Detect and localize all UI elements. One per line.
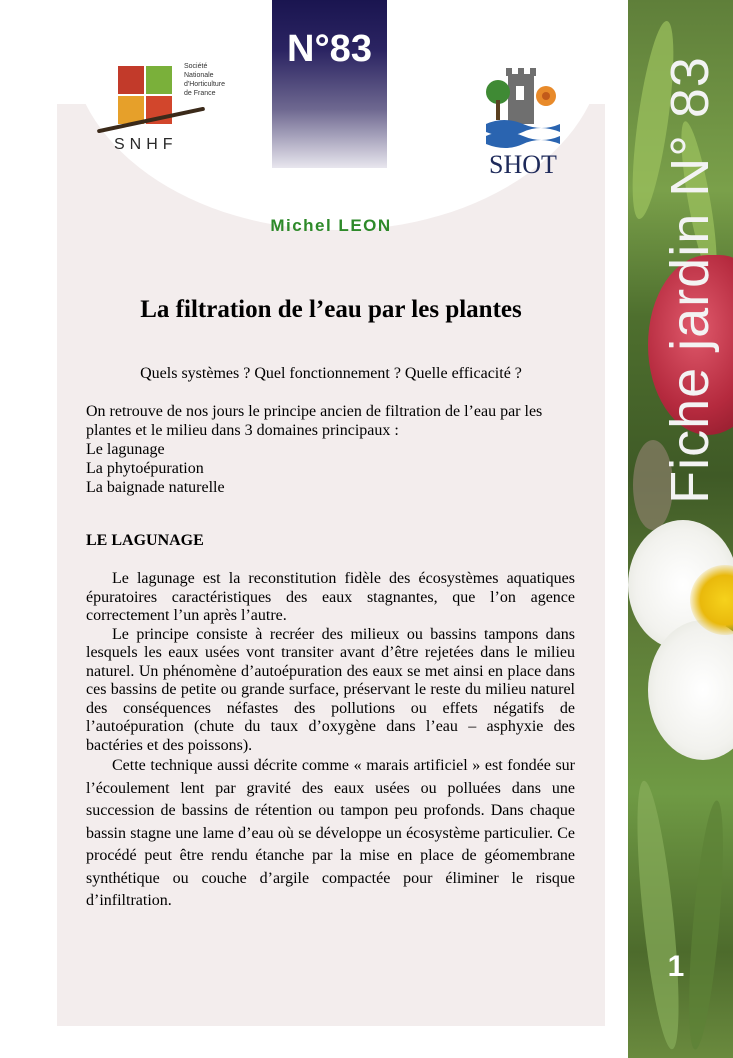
section-heading: LE LAGUNAGE xyxy=(86,532,204,549)
body-paragraph: Le lagunage est la reconstitution fidèle des écosystèmes aquatiques épuratoires caractéristiques des eaux stagnantes, que l’on agence correctement l’un après l’autre. xyxy=(86,570,575,624)
shot-acronym: SHOT xyxy=(489,150,557,179)
domain-item: Le lagunage xyxy=(86,441,165,458)
issue-number: N°83 xyxy=(287,28,372,70)
snhf-name-line: de France xyxy=(184,90,216,97)
page-number: 1 xyxy=(667,950,685,983)
snhf-logo xyxy=(90,58,250,163)
body-paragraph: Cette technique aussi décrite comme « marais artificiel » est fondée sur l’écoulement lent par gravité des eaux usées ou polluées dans une succession de bassins de rétention ou tampon peu profonds. Dans chaque bassin stagne une lame d’eau où se développe un écosystème particulier. Ce procédé peut être rendu étanche par la mise en place de géomembrane synthétique ou couche d’argile compactée pour éliminer le risque d’infiltration. xyxy=(86,757,575,909)
section-body xyxy=(86,570,575,913)
intro-block xyxy=(86,402,586,497)
domain-item: La baignade naturelle xyxy=(86,479,225,496)
shot-tower-icon xyxy=(480,62,566,152)
domain-item: La phytoépuration xyxy=(86,460,204,477)
snhf-name-line: Société xyxy=(184,63,208,70)
snhf-name-line: d'Horticulture xyxy=(184,81,226,88)
body-paragraph: Le principe consiste à recréer des milieux ou bassins tampons dans lesquels les eaux usées vont transiter avant d’être rejetées dans le milieu naturel. Un phénomène d’autoépuration des eaux se met ainsi en place dans ces bassins de petite ou grande surface, préservant le reste du milieu naturel des conséquences néfastes des pollutions ou effets négatifs de l’autoépuration (chute du taux d’oxygène dans l’eau – asphyxie des bactéries et des poissons). xyxy=(86,625,575,754)
article-title: La filtration de l’eau par les plantes xyxy=(140,296,522,323)
snhf-acronym: SNHF xyxy=(114,136,178,153)
article-subtitle: Quels systèmes ? Quel fonctionnement ? Quelle efficacité ? xyxy=(140,365,522,382)
author-name: Michel LEON xyxy=(270,216,392,235)
snhf-name-line: Nationale xyxy=(184,72,214,79)
vertical-series-title xyxy=(660,56,721,504)
snhf-full-name xyxy=(184,62,254,98)
issue-number-box xyxy=(272,0,387,168)
vertical-title-text: Fiche jardin N° 83 xyxy=(660,56,721,504)
intro-lead: On retrouve de nos jours le principe ancien de filtration de l’eau par les plantes et le milieu dans 3 domaines principaux : xyxy=(86,403,543,439)
shot-logo xyxy=(480,62,566,182)
